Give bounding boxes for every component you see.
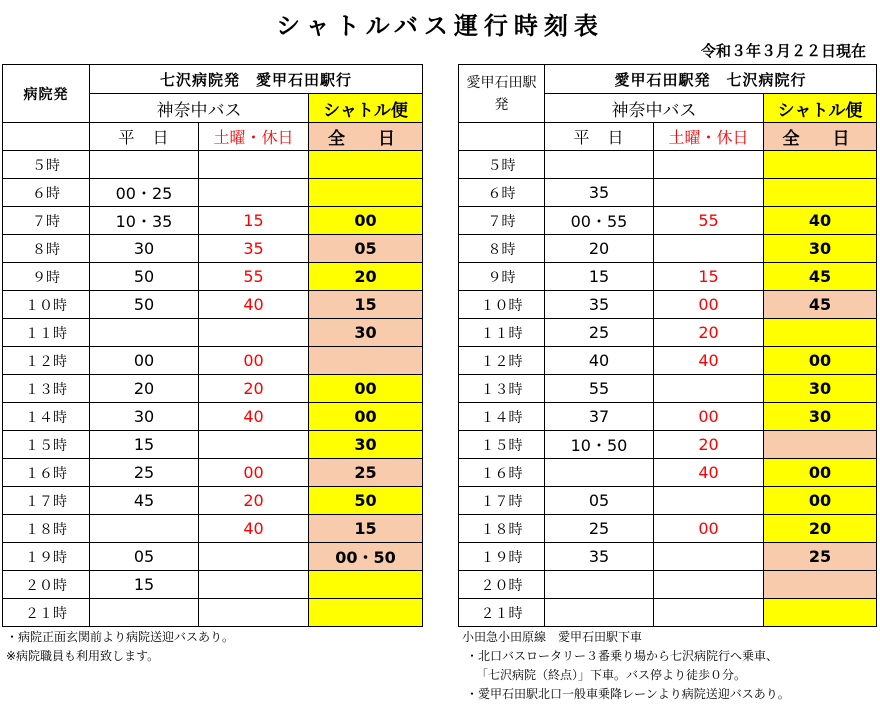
hour-cell: ６時 <box>459 179 545 207</box>
timetable-row <box>3 347 423 375</box>
timetable-row <box>3 151 423 179</box>
shuttle-times-cell: 00 <box>764 347 877 375</box>
hour-cell: ５時 <box>459 151 545 179</box>
holiday-times-cell <box>654 179 764 207</box>
timetable-row <box>3 235 423 263</box>
note-line: ・病院正面玄関前より病院送迎バスあり。 <box>6 630 235 644</box>
weekday-times-cell: 15 <box>90 431 199 459</box>
shuttle-times-cell: 00 <box>309 207 423 235</box>
route-title: 愛甲石田駅発 七沢病院行 <box>545 65 877 94</box>
weekday-times-cell: 10・35 <box>90 207 199 235</box>
holiday-times-cell: 40 <box>199 291 309 319</box>
hour-cell: １１時 <box>459 319 545 347</box>
shuttle-times-cell <box>764 431 877 459</box>
shuttle-times-cell: 30 <box>309 319 423 347</box>
timetable-row <box>459 319 877 347</box>
hour-cell: ２１時 <box>3 599 90 627</box>
timetable-row <box>3 319 423 347</box>
hour-cell: ７時 <box>3 207 90 235</box>
shuttle-times-cell <box>309 599 423 627</box>
shuttle-times-cell <box>309 179 423 207</box>
shuttle-times-cell: 45 <box>764 263 877 291</box>
row-header-line1: 愛甲石田駅 <box>466 74 537 91</box>
hour-cell: １０時 <box>459 291 545 319</box>
all-days-header: 全 日 <box>764 123 877 151</box>
hour-cell: １３時 <box>3 375 90 403</box>
holiday-times-cell <box>654 543 764 571</box>
weekday-times-cell: 00・55 <box>545 207 654 235</box>
weekend-holiday-header: 土曜・休日 <box>654 123 764 151</box>
shuttle-times-cell: 05 <box>309 235 423 263</box>
timetable-row <box>3 571 423 599</box>
shuttle-times-cell: 25 <box>764 543 877 571</box>
holiday-times-cell <box>654 599 764 627</box>
weekday-times-cell: 05 <box>545 487 654 515</box>
holiday-times-cell: 20 <box>199 375 309 403</box>
kanachu-bus-header: 神奈中バス <box>90 94 309 123</box>
shuttle-times-cell <box>309 571 423 599</box>
weekday-times-cell: 55 <box>545 375 654 403</box>
hour-cell: １２時 <box>3 347 90 375</box>
weekday-times-cell: 00・25 <box>90 179 199 207</box>
shuttle-times-cell: 15 <box>309 291 423 319</box>
timetable-row <box>3 403 423 431</box>
timetable-row <box>459 543 877 571</box>
holiday-times-cell <box>199 571 309 599</box>
timetable-row <box>459 487 877 515</box>
holiday-times-cell: 35 <box>199 235 309 263</box>
row-header-line2: 発 <box>494 96 509 113</box>
holiday-times-cell <box>199 179 309 207</box>
holiday-times-cell: 00 <box>199 459 309 487</box>
weekday-times-cell: 00 <box>90 347 199 375</box>
shuttle-times-cell: 30 <box>309 431 423 459</box>
weekday-times-cell: 40 <box>545 347 654 375</box>
shuttle-header: シャトル便 <box>309 94 423 123</box>
holiday-times-cell: 40 <box>199 403 309 431</box>
holiday-times-cell: 20 <box>199 487 309 515</box>
holiday-times-cell: 15 <box>199 207 309 235</box>
weekday-times-cell <box>545 151 654 179</box>
hospital-notes <box>6 628 234 666</box>
weekday-times-cell: 20 <box>90 375 199 403</box>
hour-cell: １０時 <box>3 291 90 319</box>
timetable-row <box>459 151 877 179</box>
hour-cell: ７時 <box>459 207 545 235</box>
shuttle-times-cell: 25 <box>309 459 423 487</box>
weekday-times-cell: 35 <box>545 543 654 571</box>
timetable-row <box>3 375 423 403</box>
weekday-times-cell <box>545 459 654 487</box>
timetable-row <box>459 291 877 319</box>
holiday-times-cell <box>199 431 309 459</box>
weekday-times-cell <box>90 151 199 179</box>
shuttle-times-cell: 20 <box>309 263 423 291</box>
holiday-times-cell: 20 <box>654 431 764 459</box>
shuttle-times-cell: 45 <box>764 291 877 319</box>
holiday-times-cell <box>199 543 309 571</box>
weekday-times-cell <box>90 515 199 543</box>
shuttle-times-cell: 00 <box>764 459 877 487</box>
all-days-header: 全 日 <box>309 123 423 151</box>
timetable-row <box>3 599 423 627</box>
station-departure-timetable <box>458 64 877 627</box>
weekday-times-cell: 37 <box>545 403 654 431</box>
shuttle-times-cell: 00 <box>764 487 877 515</box>
hour-cell: １８時 <box>459 515 545 543</box>
timetable-row <box>3 515 423 543</box>
shuttle-times-cell: 00 <box>309 403 423 431</box>
hour-cell: ６時 <box>3 179 90 207</box>
timetable-row <box>459 403 877 431</box>
effective-date: 令和３年３月２２日現在 <box>700 42 866 60</box>
holiday-times-cell: 55 <box>654 207 764 235</box>
timetable-row <box>459 347 877 375</box>
shuttle-times-cell: 00 <box>309 375 423 403</box>
timetable-row <box>3 487 423 515</box>
hour-cell: １２時 <box>459 347 545 375</box>
hour-cell: １９時 <box>459 543 545 571</box>
holiday-times-cell: 15 <box>654 263 764 291</box>
shuttle-times-cell: 50 <box>309 487 423 515</box>
holiday-times-cell: 00 <box>654 291 764 319</box>
shuttle-times-cell: 30 <box>764 235 877 263</box>
weekday-times-cell: 50 <box>90 263 199 291</box>
hour-cell: １５時 <box>3 431 90 459</box>
holiday-times-cell: 00 <box>654 403 764 431</box>
weekday-times-cell <box>545 571 654 599</box>
holiday-times-cell <box>654 571 764 599</box>
shuttle-times-cell: 20 <box>764 515 877 543</box>
note-line: 「七沢病院（終点）」下車。バス停より徒歩０分。 <box>476 668 747 682</box>
shuttle-times-cell <box>764 599 877 627</box>
weekday-times-cell: 30 <box>90 403 199 431</box>
weekday-times-cell: 35 <box>545 291 654 319</box>
weekday-times-cell <box>90 599 199 627</box>
timetable-row <box>459 235 877 263</box>
timetable-row <box>459 515 877 543</box>
hour-cell: ８時 <box>3 235 90 263</box>
timetable-row <box>3 207 423 235</box>
timetable-row <box>459 263 877 291</box>
hour-cell: １７時 <box>459 487 545 515</box>
hour-cell: ９時 <box>3 263 90 291</box>
holiday-times-cell <box>199 319 309 347</box>
hour-cell: １８時 <box>3 515 90 543</box>
weekday-header: 平 日 <box>90 123 199 151</box>
weekday-times-cell <box>90 319 199 347</box>
empty-header-cell <box>3 123 90 151</box>
weekday-header: 平 日 <box>545 123 654 151</box>
hour-cell: １６時 <box>3 459 90 487</box>
weekend-holiday-header: 土曜・休日 <box>199 123 309 151</box>
weekday-times-cell: 45 <box>90 487 199 515</box>
timetable-row <box>459 431 877 459</box>
hour-cell: １９時 <box>3 543 90 571</box>
row-header-hospital-departure: 病院発 <box>3 65 90 123</box>
hour-cell: ２０時 <box>459 571 545 599</box>
shuttle-times-cell <box>764 571 877 599</box>
weekday-times-cell: 15 <box>545 263 654 291</box>
weekday-times-cell: 25 <box>90 459 199 487</box>
weekday-times-cell: 05 <box>90 543 199 571</box>
hour-cell: ９時 <box>459 263 545 291</box>
holiday-times-cell: 20 <box>654 319 764 347</box>
weekday-times-cell: 15 <box>90 571 199 599</box>
holiday-times-cell <box>654 375 764 403</box>
page-title: シャトルバス運行時刻表 <box>276 12 604 40</box>
timetable-row <box>459 459 877 487</box>
hour-cell: ２０時 <box>3 571 90 599</box>
timetable-row <box>459 207 877 235</box>
holiday-times-cell <box>654 235 764 263</box>
weekday-times-cell: 25 <box>545 515 654 543</box>
timetable-row <box>459 375 877 403</box>
note-line: ※病院職員も利用致します。 <box>6 649 160 663</box>
hour-cell: ８時 <box>459 235 545 263</box>
hour-cell: １４時 <box>459 403 545 431</box>
holiday-times-cell: 40 <box>654 459 764 487</box>
hour-cell: １５時 <box>459 431 545 459</box>
holiday-times-cell: 40 <box>199 515 309 543</box>
timetable-row <box>3 431 423 459</box>
hour-cell: １１時 <box>3 319 90 347</box>
note-line: 小田急小田原線 愛甲石田駅下車 <box>462 630 643 644</box>
timetable-row <box>459 571 877 599</box>
route-title: 七沢病院発 愛甲石田駅行 <box>90 65 423 94</box>
row-header-station-departure <box>459 65 545 123</box>
shuttle-times-cell: 30 <box>764 375 877 403</box>
hour-cell: ２１時 <box>459 599 545 627</box>
station-notes <box>462 628 790 704</box>
weekday-times-cell: 30 <box>90 235 199 263</box>
shuttle-times-cell <box>764 179 877 207</box>
timetable-row <box>3 291 423 319</box>
holiday-times-cell <box>199 151 309 179</box>
weekday-times-cell: 35 <box>545 179 654 207</box>
holiday-times-cell <box>654 151 764 179</box>
shuttle-times-cell <box>764 319 877 347</box>
shuttle-times-cell <box>309 347 423 375</box>
note-line: ・北口バスロータリー３番乗り場から七沢病院行へ乗車、 <box>466 649 779 663</box>
weekday-times-cell <box>545 599 654 627</box>
shuttle-times-cell: 30 <box>764 403 877 431</box>
hospital-departure-timetable <box>2 64 423 627</box>
hour-cell: ５時 <box>3 151 90 179</box>
weekday-times-cell: 50 <box>90 291 199 319</box>
timetable-row <box>3 179 423 207</box>
shuttle-times-cell <box>309 151 423 179</box>
empty-header-cell <box>459 123 545 151</box>
weekday-times-cell: 10・50 <box>545 431 654 459</box>
weekday-times-cell: 20 <box>545 235 654 263</box>
shuttle-times-cell: 15 <box>309 515 423 543</box>
shuttle-times-cell <box>764 151 877 179</box>
timetable-row <box>3 543 423 571</box>
hour-cell: １４時 <box>3 403 90 431</box>
holiday-times-cell: 40 <box>654 347 764 375</box>
hour-cell: １７時 <box>3 487 90 515</box>
holiday-times-cell: 00 <box>654 515 764 543</box>
holiday-times-cell: 00 <box>199 347 309 375</box>
note-line: ・愛甲石田駅北口一般車乗降レーンより病院送迎バスあり。 <box>466 687 790 701</box>
timetable-row <box>3 263 423 291</box>
shuttle-times-cell: 00・50 <box>309 543 423 571</box>
timetable-row <box>459 179 877 207</box>
timetable-row <box>3 459 423 487</box>
shuttle-times-cell: 40 <box>764 207 877 235</box>
timetable-row <box>459 599 877 627</box>
holiday-times-cell: 55 <box>199 263 309 291</box>
holiday-times-cell <box>199 599 309 627</box>
hour-cell: １３時 <box>459 375 545 403</box>
shuttle-header: シャトル便 <box>764 94 877 123</box>
weekday-times-cell: 25 <box>545 319 654 347</box>
kanachu-bus-header: 神奈中バス <box>545 94 764 123</box>
hour-cell: １６時 <box>459 459 545 487</box>
holiday-times-cell <box>654 487 764 515</box>
